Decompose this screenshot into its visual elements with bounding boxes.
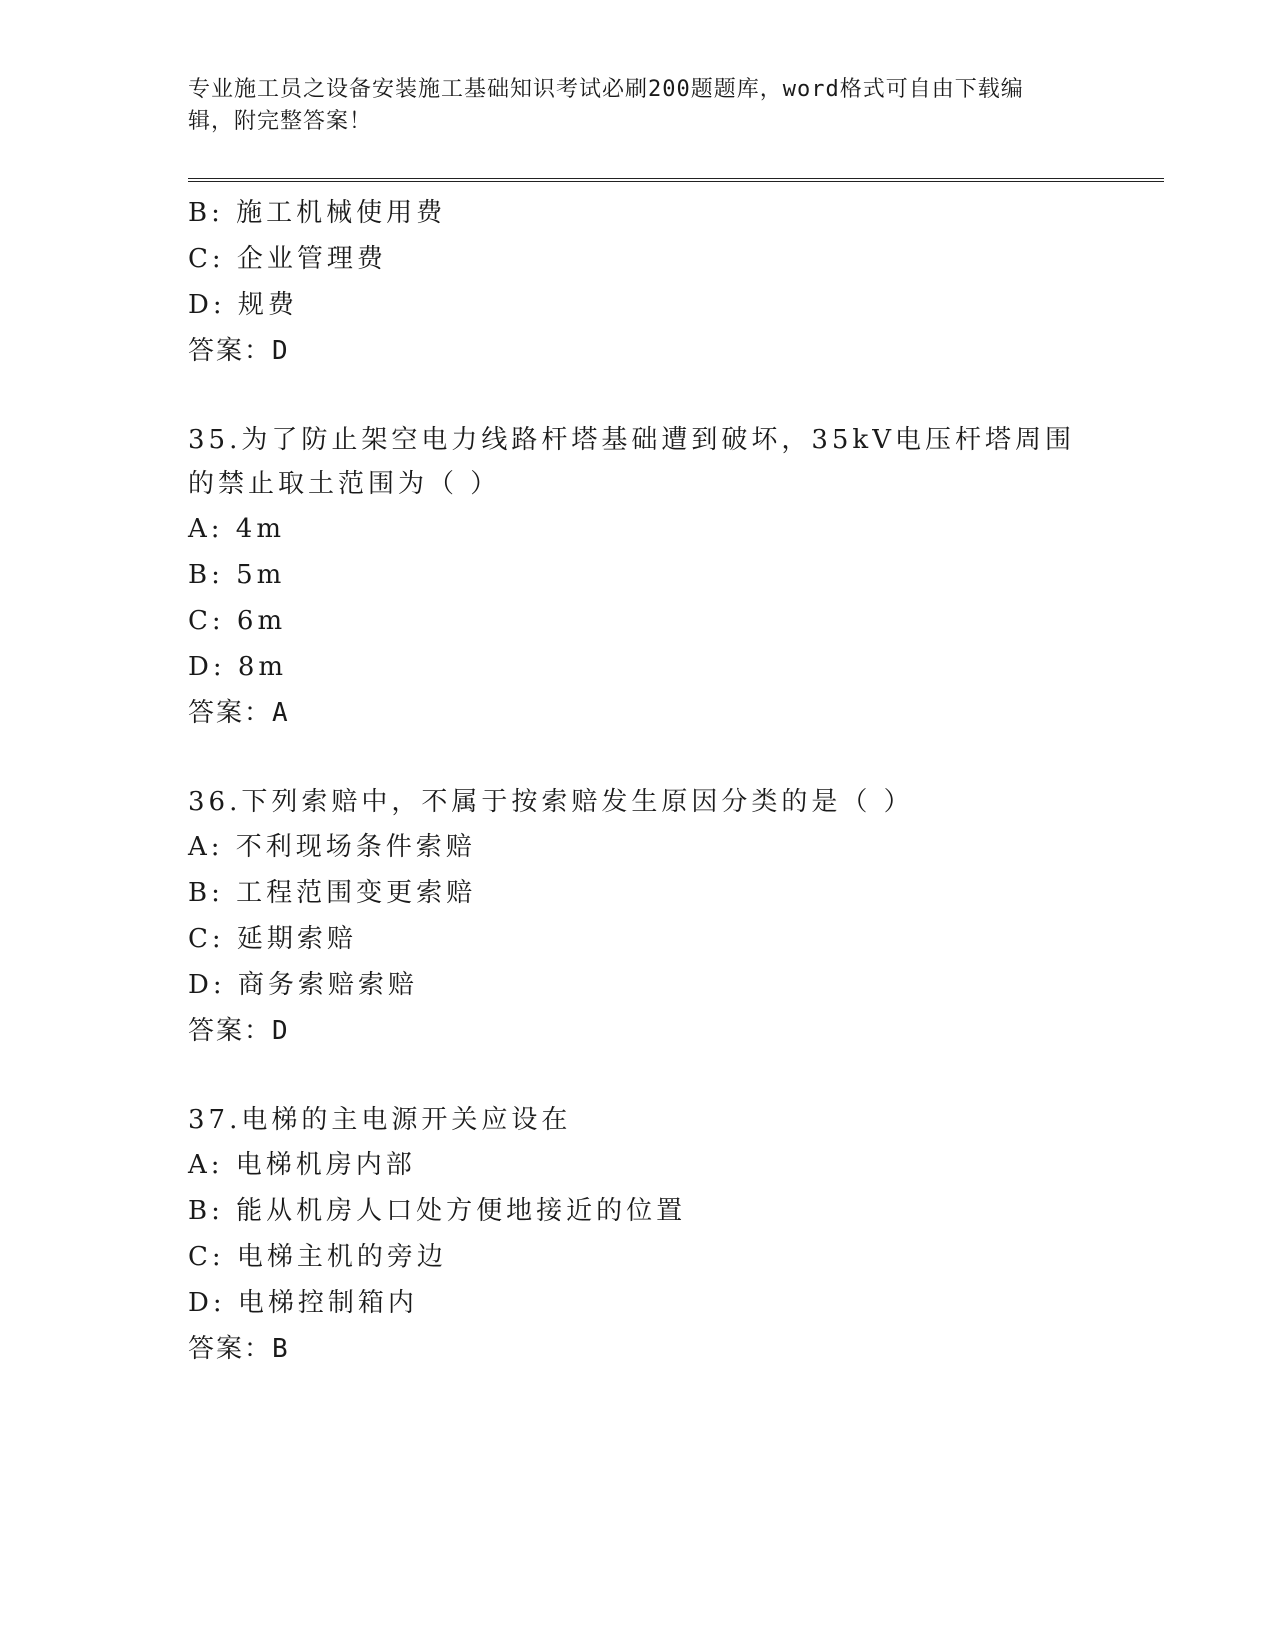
option-d: D: 商务索赔索赔	[188, 970, 418, 1000]
option-d: D: 电梯控制箱内	[188, 1288, 418, 1318]
question-text: 35.为了防止架空电力线路杆塔基础遭到破坏，35kV电压杆塔周围的禁止取土范围为（ ）	[188, 425, 1075, 499]
question-text: 36.下列索赔中，不属于按索赔发生原因分类的是（ ）	[188, 787, 914, 817]
answer: 答案：D	[188, 1016, 290, 1046]
option-b: B: 工程范围变更索赔	[188, 878, 477, 908]
question-37	[188, 1098, 1088, 1372]
question-text: 37.电梯的主电源开关应设在	[188, 1105, 572, 1135]
option-b: B: 5m	[188, 560, 286, 590]
answer: 答案：A	[188, 698, 290, 728]
question-36	[188, 780, 1088, 1054]
option-a: A: 4m	[188, 514, 285, 544]
question-list	[188, 190, 1088, 1372]
question-35	[188, 418, 1088, 736]
option-b: B: 施工机械使用费	[188, 198, 447, 228]
option-d: D: 8m	[188, 652, 288, 682]
header-divider	[188, 178, 1164, 182]
option-d: D: 规费	[188, 290, 298, 320]
option-c: C: 电梯主机的旁边	[188, 1242, 447, 1272]
option-c: C: 延期索赔	[188, 924, 357, 954]
option-a: A: 不利现场条件索赔	[188, 832, 476, 862]
document-header	[188, 74, 1068, 138]
answer: 答案：B	[188, 1334, 290, 1364]
option-c: C: 6m	[188, 606, 287, 636]
answer: 答案：D	[188, 336, 290, 366]
option-c: C: 企业管理费	[188, 244, 387, 274]
option-a: A: 电梯机房内部	[188, 1150, 416, 1180]
option-b: B: 能从机房人口处方便地接近的位置	[188, 1196, 687, 1226]
header-title: 专业施工员之设备安装施工基础知识考试必刷200题题库，word格式可自由下载编辑，附完整答案！	[188, 77, 1024, 134]
question-34-continued	[188, 190, 1088, 374]
